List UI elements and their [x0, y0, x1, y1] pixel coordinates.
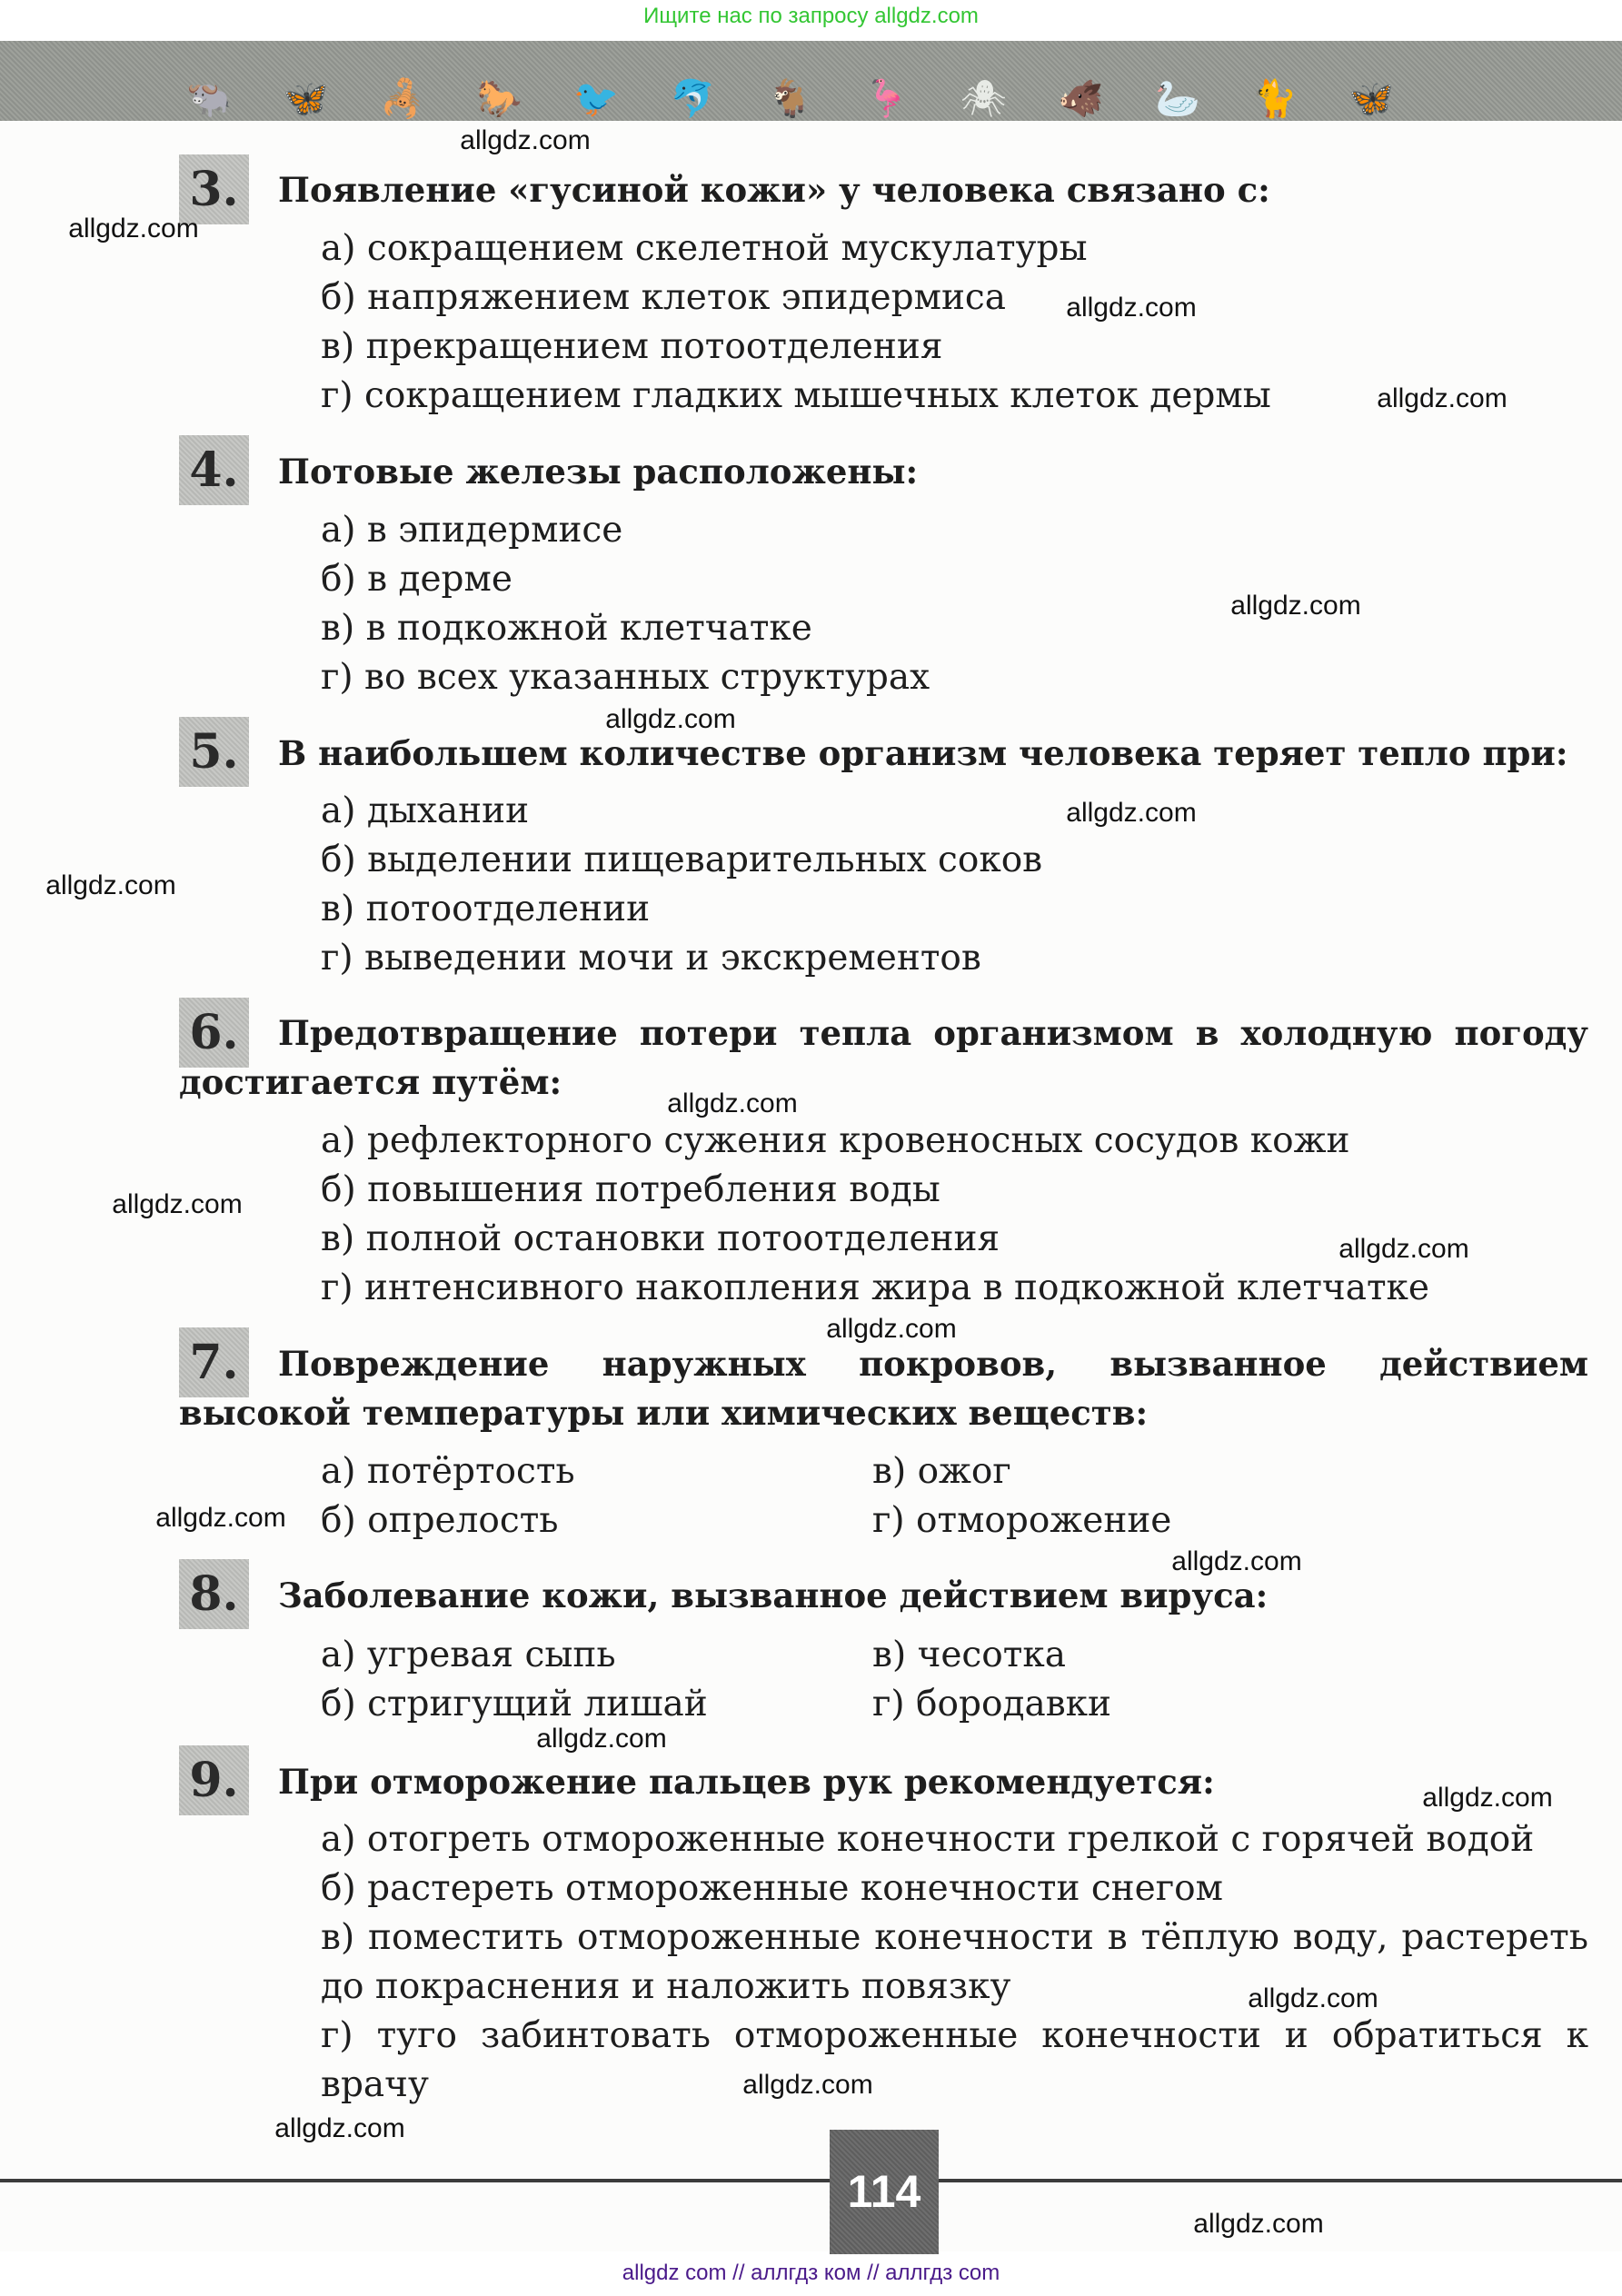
option: г) бородавки: [872, 1684, 1112, 1724]
option: в) прекращением потоотделения: [321, 326, 943, 367]
option: в) чесотка: [872, 1635, 1066, 1675]
option: а) отогреть отмороженные конечности грелкой с горячей водой: [321, 1819, 1535, 1860]
option: б) напряжением клеток эпидермиса: [321, 277, 1007, 318]
option: в) поместить отмороженные конечности в тёплую воду, растереть до покраснения и наложить повязку: [321, 1917, 1588, 2007]
question-number: 7.: [179, 1327, 249, 1397]
option: в) полной остановки потоотделения: [321, 1218, 1000, 1259]
option: г) выведении мочи и экскрементов: [321, 938, 981, 979]
watermark: allgdz.com: [826, 1314, 957, 1344]
question-number: 5.: [179, 717, 249, 787]
watermark: allgdz.com: [1422, 1783, 1553, 1813]
watermark: allgdz.com: [605, 704, 736, 734]
watermark: allgdz.com: [112, 1189, 243, 1219]
watermark: allgdz.com: [1377, 383, 1508, 413]
option: б) опрелость: [321, 1500, 559, 1541]
watermark: allgdz.com: [45, 870, 176, 900]
footer-rule: [0, 2179, 1622, 2182]
option: а) дыхании: [321, 790, 530, 831]
option: б) выделении пищеварительных соков: [321, 840, 1043, 880]
question-number: 3.: [179, 154, 249, 224]
search-note: Ищите нас по запросу allgdz.com: [643, 4, 979, 28]
question-number: 6.: [179, 998, 249, 1068]
question-title: Появление «гусиной кожи» у человека связано с:: [278, 170, 1270, 210]
question-number: 9.: [179, 1745, 249, 1815]
question-title: Повреждение наружных покровов, вызванное действием высокой температуры или химических веществ:: [179, 1344, 1588, 1433]
watermark: allgdz.com: [1248, 1983, 1378, 2013]
option: б) стригущий лишай: [321, 1684, 708, 1724]
question-number: 4.: [179, 435, 249, 505]
watermark: allgdz.com: [274, 2113, 405, 2143]
footer-note: allgdz com // аллгдз ком // аллгдз com: [622, 2261, 1000, 2285]
watermark: allgdz.com: [1338, 1234, 1469, 1264]
page-number: 114: [830, 2130, 939, 2254]
watermark: allgdz.com: [68, 214, 199, 244]
option: г) туго забинтовать отмороженные конечности и обратиться к врачу: [321, 2015, 1588, 2105]
watermark: allgdz.com: [1230, 591, 1361, 621]
animal-silhouettes-icon: 🐃 🦋 🦂 🐎 🐦 🐬 🐐 🦩 🕷 🐗 🦢 🐈 🦋: [186, 78, 1415, 120]
question-title: При отморожение пальцев рук рекомендуется:: [278, 1762, 1215, 1802]
watermark: allgdz.com: [1066, 798, 1197, 828]
option: г) сокращением гладких мышечных клеток дермы: [321, 375, 1271, 416]
watermark: allgdz.com: [1193, 2209, 1324, 2239]
option: а) рефлекторного сужения кровеносных сосудов кожи: [321, 1120, 1350, 1161]
option: б) повышения потребления воды: [321, 1169, 940, 1210]
option: в) ожог: [872, 1451, 1011, 1492]
watermark: allgdz.com: [536, 1724, 667, 1754]
watermark: allgdz.com: [667, 1088, 798, 1118]
option: б) растереть отмороженные конечности снегом: [321, 1868, 1223, 1909]
question-title: Потовые железы расположены:: [278, 452, 919, 492]
option: а) угревая сыпь: [321, 1635, 616, 1675]
watermark: allgdz.com: [1171, 1546, 1302, 1576]
watermark: allgdz.com: [742, 2070, 873, 2100]
option: в) потоотделении: [321, 889, 651, 929]
header-band: [0, 41, 1622, 121]
question-title: Предотвращение потери тепла организмом в холодную погоду достигается путём:: [179, 1013, 1588, 1102]
question-title: Заболевание кожи, вызванное действием вируса:: [278, 1575, 1269, 1615]
option: а) в эпидермисе: [321, 510, 623, 551]
watermark: allgdz.com: [155, 1503, 286, 1533]
option: а) потёртость: [321, 1451, 575, 1492]
option: г) отморожение: [872, 1500, 1172, 1541]
option: б) в дерме: [321, 559, 512, 600]
option: в) в подкожной клетчатке: [321, 608, 812, 649]
question-title: В наибольшем количестве организм человека теряет тепло при:: [278, 733, 1568, 773]
question-number: 8.: [179, 1559, 249, 1629]
option: г) интенсивного накопления жира в подкожной клетчатке: [321, 1267, 1429, 1308]
watermark: allgdz.com: [1066, 293, 1197, 323]
option: а) сокращением скелетной мускулатуры: [321, 228, 1088, 269]
watermark: allgdz.com: [460, 125, 591, 155]
option: г) во всех указанных структурах: [321, 657, 930, 698]
